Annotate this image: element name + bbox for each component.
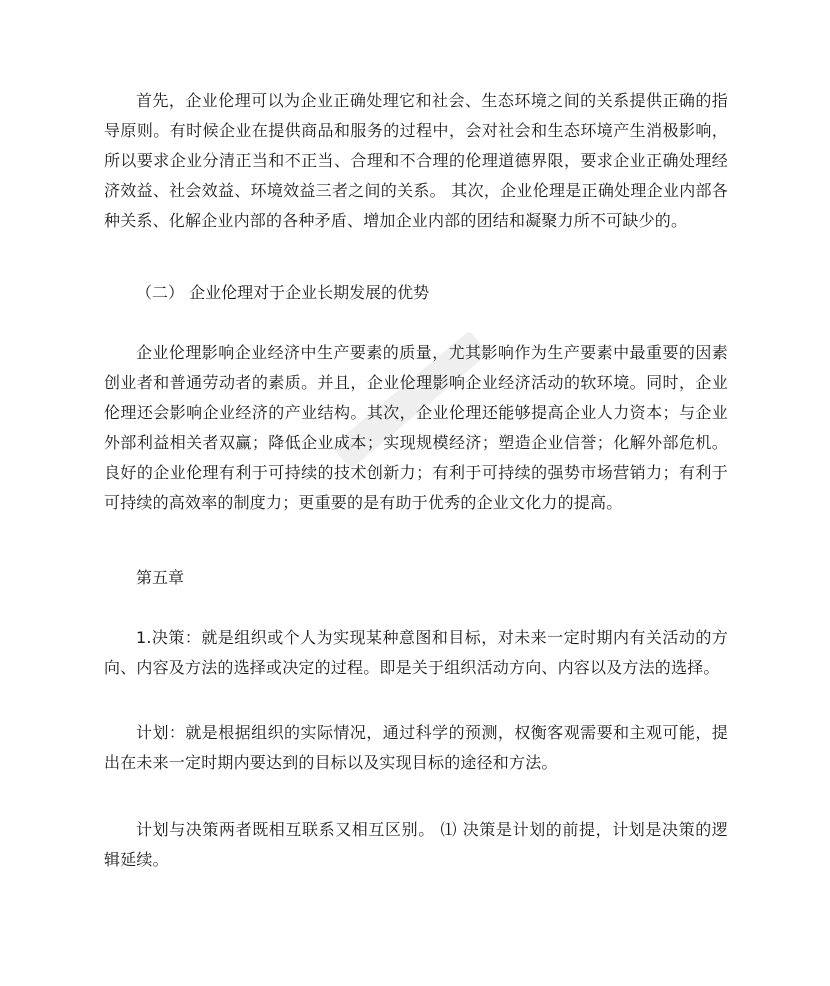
paragraph-plan-definition: 计划：就是根据组织的实际情况，通过科学的预测，权衡客观需要和主观可能，提出在未来一定时期内要达到的目标以及实现目标的途径和方法。 — [104, 723, 728, 772]
paragraph-decision-definition: 1.决策：就是组织或个人为实现某种意图和目标，对未来一定时期内有关活动的方向、内容及方法的选择或决定的过程。即是关于组织活动方向、内容以及方法的选择。 — [104, 628, 728, 677]
paragraph-ethics-principles: 首先，企业伦理可以为企业正确处理它和社会、生态环境之间的关系提供正确的指导原则。有时候企业在提供商品和服务的过程中，会对社会和生态环境产生消极影响，所以要求企业分清正当和不正当、合理和不合理的伦理道德界限，要求企业正确处理经济效益、社会效益、环境效益三者之间的关系。 其次，企业伦理是正确处理企业内部各种关系、化解企业内部的各种矛盾、增加企业内部的团结和凝聚力所不可缺少的。 — [104, 91, 728, 230]
section-heading: （二） 企业伦理对于企业长期发展的优势 — [136, 283, 430, 302]
paragraph-ethics-advantages: 企业伦理影响企业经济中生产要素的质量，尤其影响作为生产要素中最重要的因素创业者和普通劳动者的素质。并且，企业伦理影响企业经济活动的软环境。同时，企业伦理还会影响企业经济的产业结构。其次，企业伦理还能够提高企业人力资本；与企业外部利益相关者双赢；降低企业成本；实现规模经济；塑造企业信誉；化解外部危机。良好的企业伦理有利于可持续的技术创新力；有利于可持续的强势市场营销力；有利于可持续的高效率的制度力；更重要的是有助于优秀的企业文化力的提高。 — [104, 343, 728, 512]
chapter-heading: 第五章 — [136, 568, 185, 587]
paragraph-plan-decision-relation: 计划与决策两者既相互联系又相互区别。 ⑴ 决策是计划的前提，计划是决策的逻辑延续。 — [104, 820, 728, 869]
